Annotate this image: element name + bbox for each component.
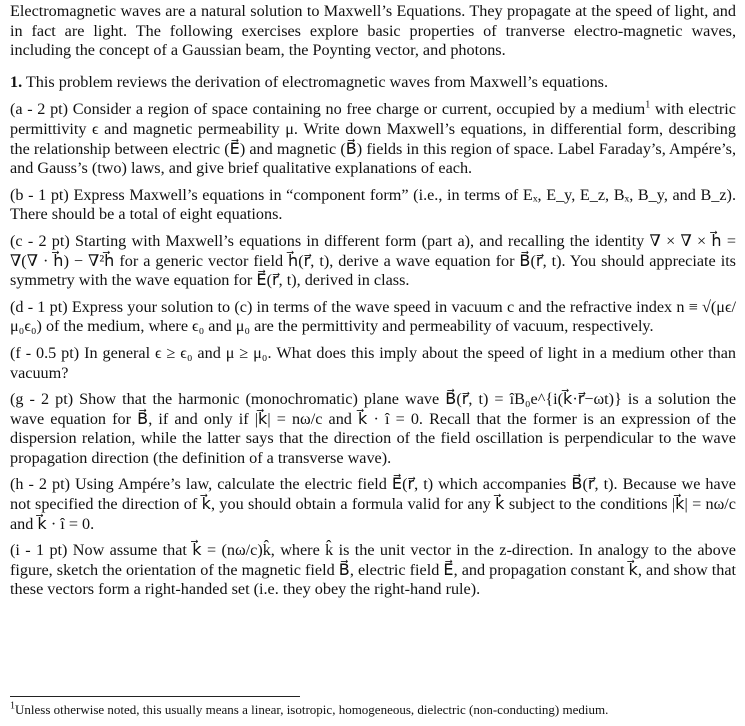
- part-f: (f - 0.5 pt) In general ϵ ≥ ϵ₀ and μ ≥ μ₀. What does this imply about the speed of light in a medium other than vacuum?: [10, 343, 736, 382]
- problem-number: 1.: [10, 72, 23, 91]
- footnote-mark: 1: [645, 99, 651, 111]
- footnote-text: Unless otherwise noted, this usually means a linear, isotropic, homogeneous, dielectric (non-conducting) medium.: [15, 702, 609, 717]
- part-a-text-2: with electric permittivity ϵ and magnetic permeability μ. Write down Maxwell’s equations, in differential form, describing the relationship between electric (E⃗) and magnetic (B⃗) fields in this region of space. Label Faraday’s, Ampére’s, and Gauss’s (two) laws, and give brief qualitative explanations of each.: [10, 100, 736, 178]
- part-h: (h - 2 pt) Using Ampére’s law, calculate the electric field E⃗(r⃗, t) which accompanies B⃗(r⃗, t). Because we have not specified the direction of k⃗, you should obtain a formula valid for any k⃗ subject to the conditions |k⃗| = nω/c and k⃗ · î = 0.: [10, 475, 736, 533]
- footnote-number: 1: [10, 700, 15, 712]
- part-i: (i - 1 pt) Now assume that k⃗ = (nω/c)k̂, where k̂ is the unit vector in the z-direction. In analogy to the above figure, sketch the orientation of the magnetic field B⃗, electric field E⃗, and propagation constant k⃗, and show that these vectors form a right-handed set (i.e. they obey the right-hand rule).: [10, 541, 736, 599]
- footnote: [10, 702, 740, 718]
- problem-heading: [10, 73, 736, 93]
- problem-text: This problem reviews the derivation of electromagnetic waves from Maxwell’s equations.: [25, 72, 609, 91]
- intro-paragraph: Electromagnetic waves are a natural solution to Maxwell’s Equations. They propagate at the speed of light, and in fact are light. The following exercises explore basic properties of tranverse electro-magnetic waves, including the concept of a Gaussian beam, the Poynting vector, and photons.: [10, 2, 736, 60]
- part-a: [10, 100, 736, 178]
- part-c: (c - 2 pt) Starting with Maxwell’s equations in different form (part a), and recalling the identity ∇ × ∇ × h⃗ = ∇(∇ · h⃗) − ∇²h⃗ for a generic vector field h⃗(r⃗, t), derive a wave equation for B⃗(r⃗, t). You should appreciate its symmetry with the wave equation for E⃗(r⃗, t), derived in class.: [10, 231, 736, 290]
- document-body: [10, 2, 736, 607]
- part-g: (g - 2 pt) Show that the harmonic (monochromatic) plane wave B⃗(r⃗, t) = îB₀e^{i(k⃗·r⃗−ωt)} is a solution the wave equation for B⃗, if and only if |k⃗| = nω/c and k⃗ · î = 0. Recall that the former is an expression of the dispersion relation, while the latter says that the direction of the field oscillation is perpendicular to the wave propagation direction (the definition of a transverse wave).: [10, 390, 736, 467]
- part-a-text-1: (a - 2 pt) Consider a region of space containing no free charge or current, occupied by a medium: [10, 100, 646, 119]
- part-b: (b - 1 pt) Express Maxwell’s equations in “component form” (i.e., in terms of Eₓ, E_y, E_z, Bₓ, B_y, and B_z). There should be a total of eight equations.: [10, 185, 736, 224]
- footnote-divider: [10, 696, 300, 697]
- part-d: (d - 1 pt) Express your solution to (c) in terms of the wave speed in vacuum c and the refractive index n ≡ √(μϵ/μ₀ϵ₀) of the medium, where ϵ₀ and μ₀ are the permittivity and permeability of vacuum, respectively.: [10, 297, 736, 336]
